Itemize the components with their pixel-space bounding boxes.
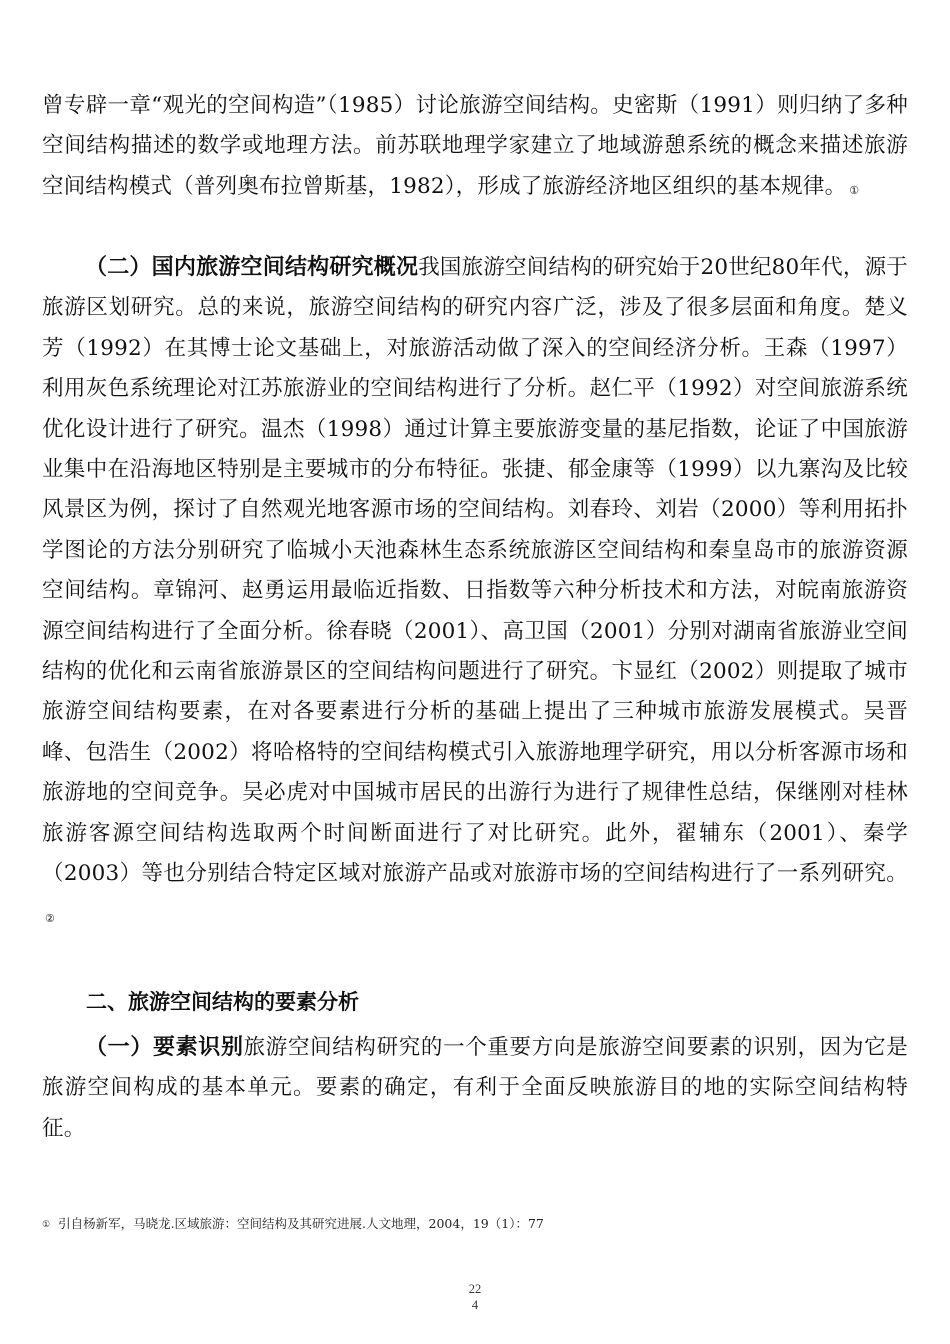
footnote-marker-2: ② <box>45 911 56 925</box>
paragraph-1-text: 曾专辟一章“观光的空间构造”（1985）讨论旅游空间结构。史密斯（1991）则归纳了多种空间结构描述的数学或地理方法。前苏联地理学家建立了地域游憩系统的概念来描述旅游空间结构模式（普列奥布拉曾斯基，1982），形成了旅游经济地区组织的基本规律。 <box>42 93 908 199</box>
footnote <box>42 1214 544 1232</box>
subsection-heading-element-identification: （一）要素识别 <box>85 1035 244 1060</box>
section-heading: 二、旅游空间结构的要素分析 <box>86 990 359 1014</box>
paragraph-3 <box>42 1028 908 1149</box>
footnote-marker: ① <box>42 1220 51 1230</box>
page-number-line-1: 22 <box>468 1282 482 1296</box>
page-number-line-2: 4 <box>471 1298 479 1312</box>
footnote-text: 引自杨新军，马晓龙.区域旅游：空间结构及其研究进展.人文地理，2004，19（1）：77 <box>58 1216 544 1231</box>
paragraph-2-text: 我国旅游空间结构的研究始于20世纪80年代，源于旅游区划研究。总的来说，旅游空间结构的研究内容广泛，涉及了很多层面和角度。楚义芳（1992）在其博士论文基础上，对旅游活动做了深入的空间经济分析。王森（1997）利用灰色系统理论对江苏旅游业的空间结构进行了分析。赵仁平（1992）对空间旅游系统优化设计进行了研究。温杰（1998）通过计算主要旅游变量的基尼指数，论证了中国旅游业集中在沿海地区特别是主要城市的分布特征。张捷、郁金康等（1999）以九寨沟及比较风景区为例，探讨了自然观光地客源市场的空间结构。刘春玲、刘岩（2000）等利用拓扑学图论的方法分别研究了临城小天池森林生态系统旅游区空间结构和秦皇岛市的旅游资源空间结构。章锦河、赵勇运用最临近指数、日指数等六种分析技术和方法，对皖南旅游资源空间结构进行了全面分析。徐春晓（2001）、高卫国（2001）分别对湖南省旅游业空间结构的优化和云南省旅游景区的空间结构问题进行了研究。卞显红（2002）则提取了城市旅游空间结构要素，在对各要素进行分析的基础上提出了三种城市旅游发展模式。吴晋峰、包浩生（2002）将哈格特的空间结构模式引入旅游地理学研究，用以分析客源市场和旅游地的空间竞争。吴必虎对中国城市居民的出游行为进行了规律性总结，保继刚对桂林旅游客源空间结构选取两个时间断面进行了对比研究。此外，翟辅东（2001）、秦学（2003）等也分别结合特定区域对旅游产品或对旅游市场的空间结构进行了一系列研究。 <box>42 255 908 887</box>
paragraph-1 <box>42 86 908 211</box>
subsection-heading-domestic-research: （二）国内旅游空间结构研究概况 <box>85 255 419 280</box>
footnote-marker-1: ① <box>849 183 860 197</box>
paragraph-2 <box>42 248 908 939</box>
paragraph-3-text: 旅游空间结构研究的一个重要方向是旅游空间要素的识别，因为它是旅游空间构成的基本单元。要素的确定，有利于全面反映旅游目的地的实际空间结构特征。 <box>42 1035 908 1141</box>
